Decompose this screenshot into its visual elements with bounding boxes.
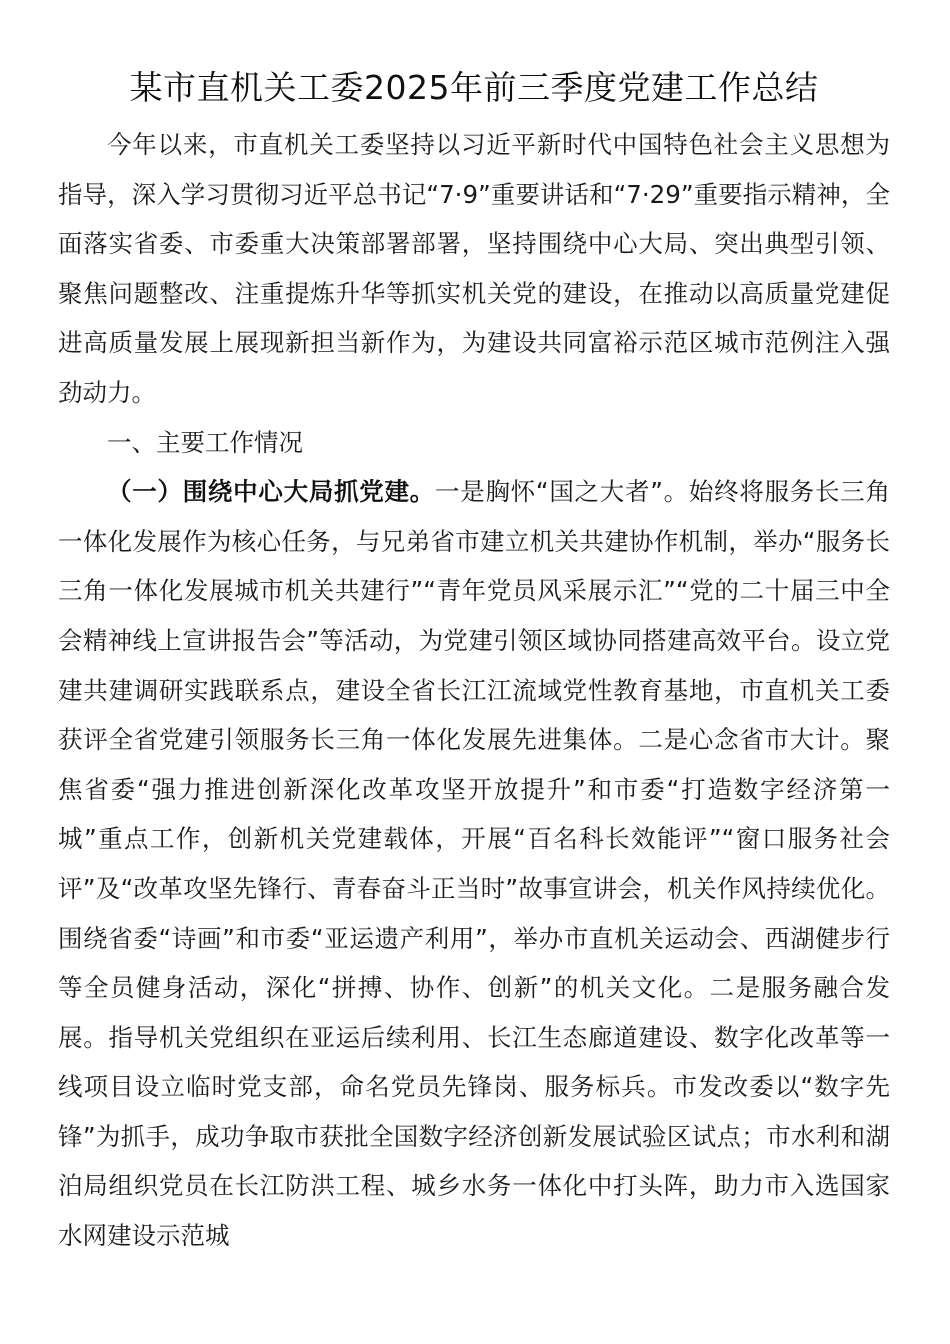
subsection-lead: （一）围绕中心大局抓党建。 — [107, 477, 435, 507]
subsection-paragraph-party-building — [58, 467, 890, 1261]
document-title: 某市直机关工委2025年前三季度党建工作总结 — [129, 68, 819, 107]
subsection-body: 一是胸怀“国之大者”。始终将服务长三角一体化发展作为核心任务，与兄弟省市建立机关共建协作机制，举办“服务长三角一体化发展城市机关共建行”“青年党员风采展示汇”“党的二十届三中全会精神线上宣讲报告会”等活动，为党建引领区域协同搭建高效平台。设立党建共建调研实践联系点，建设全省长江江流域党性教育基地，市直机关工委获评全省党建引领服务长三角一体化发展先进集体。二是心念省市大计。聚焦省委“强力推进创新深化改革攻坚开放提升”和市委“打造数字经济第一城”重点工作，创新机关党建载体，开展“百名科长效能评”“窗口服务社会评”及“改革攻坚先锋行、青春奋斗正当时”故事宣讲会，机关作风持续优化。围绕省委“诗画”和市委“亚运遗产利用”，举办市直机关运动会、西湖健步行等全员健身活动，深化“拼搏、协作、创新”的机关文化。二是服务融合发展。指导机关党组织在亚运后续利用、长江生态廊道建设、数字化改革等一线项目设立临时党支部，命名党员先锋岗、服务标兵。市发改委以“数字先锋”为抓手，成功争取市获批全国数字经济创新发展试验区试点；市水利和湖泊局组织党员在长江防洪工程、城乡水务一体化中打头阵，助力市入选国家水网建设示范城 — [58, 477, 890, 1251]
section-heading-main-work: 一、主要工作情况 — [107, 427, 303, 457]
intro-paragraph: 今年以来，市直机关工委坚持以习近平新时代中国特色社会主义思想为指导，深入学习贯彻习近平总书记“7·9”重要讲话和“7·29”重要指示精神，全面落实省委、市委重大决策部署部署，坚持围绕中心大局、突出典型引领、聚焦问题整改、注重提炼升华等抓实机关党的建设，在推动以高质量党建促进高质量发展上展现新担当新作为，为建设共同富裕示范区城市范例注入强劲动力。 — [58, 130, 890, 407]
